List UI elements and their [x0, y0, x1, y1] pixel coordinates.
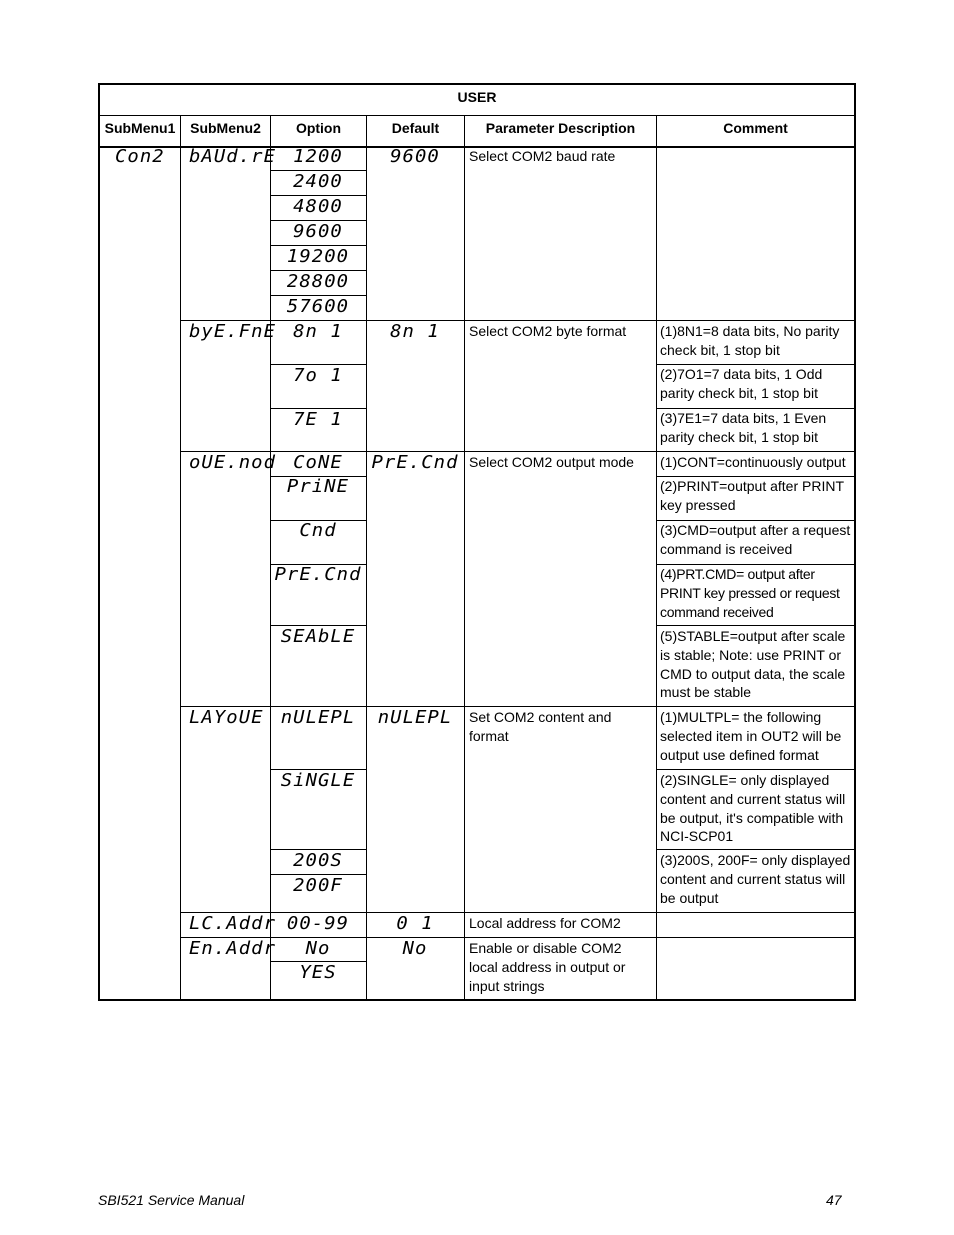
default-value: PrE.Cnd	[371, 452, 459, 473]
option-value: No	[305, 938, 331, 959]
submenu2-local-address: LC.Addr	[189, 913, 277, 934]
option-value: 7E 1	[293, 409, 343, 430]
comment-text: (2)7O1=7 data bits, 1 Odd parity check bit, 1 stop bit	[660, 366, 823, 401]
comment-text: (3)CMD=output after a request command is received	[660, 522, 851, 557]
parameter-description: Select COM2 output mode	[469, 454, 634, 470]
row-divider	[99, 115, 855, 116]
header-default: Default	[391, 120, 440, 136]
option-value: SEAbLE	[280, 626, 356, 647]
default-value: No	[402, 938, 428, 959]
option-value: 28800	[286, 271, 350, 292]
option-value: 8n 1	[293, 321, 343, 342]
submenu2-baud-rate: bAUd.rE	[189, 146, 277, 167]
option-value: 7o 1	[293, 365, 343, 386]
column-divider	[464, 116, 465, 1000]
submenu2-byte-format: byE.FnE	[189, 321, 277, 342]
option-value: CoNE	[293, 452, 343, 473]
header-option: Option	[295, 120, 342, 136]
comment-divider	[656, 769, 855, 770]
submenu1-com2: Con2	[115, 146, 165, 167]
comment-text: (1)MULTPL= the following selected item in OUT2 will be output use defined format	[660, 709, 842, 763]
option-value: 57600	[286, 296, 350, 317]
comment-divider	[656, 625, 855, 626]
option-value: 4800	[293, 196, 343, 217]
option-value: Cnd	[299, 520, 337, 541]
option-value: YES	[299, 962, 337, 983]
default-value: 0 1	[396, 913, 434, 934]
default-value: 8n 1	[390, 321, 440, 342]
option-value: SiNGLE	[280, 770, 356, 791]
parameter-description: Local address for COM2	[469, 915, 621, 931]
option-value: nULEPL	[280, 707, 356, 728]
parameter-description: Select COM2 byte format	[469, 323, 627, 339]
column-divider	[180, 116, 181, 1000]
option-value: 9600	[293, 221, 343, 242]
table-title: USER	[457, 89, 497, 105]
submenu2-output-mode: oUE.nod	[189, 452, 277, 473]
comment-text: (5)STABLE=output after scale is stable; Note: use PRINT or CMD to output data, the scale must be stable	[660, 628, 846, 701]
header-submenu2: SubMenu2	[190, 120, 261, 136]
option-value: 200F	[293, 875, 343, 896]
comment-text: (2)PRINT=output after PRINT key pressed	[660, 478, 844, 513]
comment-text: (3)7E1=7 data bits, 1 Even parity check bit, 1 stop bit	[660, 410, 827, 445]
comment-text: (1)CONT=continuously output	[660, 454, 846, 470]
parameter-description: Set COM2 content and format	[469, 709, 612, 744]
comment-text: (4)PRT.CMD= output after PRINT key pressed or request command received	[660, 566, 840, 620]
submenu2-layout: LAYoUE	[189, 707, 264, 728]
parameter-description: Select COM2 baud rate	[469, 148, 616, 164]
option-value: 19200	[286, 246, 350, 267]
parameter-description: Enable or disable COM2 local address in output or input strings	[469, 940, 626, 994]
comment-text: (3)200S, 200F= only displayed content and current status will be output	[660, 852, 851, 906]
default-value: nULEPL	[377, 707, 453, 728]
header-parameter-description: Parameter Description	[485, 120, 636, 136]
comment-text: (2)SINGLE= only displayed content and current status will be output, it's compatible with NCI-SCP01	[660, 772, 846, 845]
default-value: 9600	[390, 146, 440, 167]
option-value: 1200	[293, 146, 343, 167]
header-comment: Comment	[723, 120, 788, 136]
column-divider	[656, 116, 657, 1000]
footer-manual-title: SBI521 Service Manual	[98, 1192, 245, 1208]
submenu2-enable-address: En.Addr	[189, 938, 277, 959]
option-value: 2400	[293, 171, 343, 192]
comment-divider	[656, 849, 855, 850]
option-value: 200S	[293, 850, 343, 871]
footer-page-number: 47	[826, 1192, 842, 1208]
option-value: 00-99	[286, 913, 350, 934]
header-submenu1: SubMenu1	[104, 120, 176, 136]
option-value: PrE.Cnd	[274, 564, 362, 585]
option-value: PriNE	[286, 476, 350, 497]
comment-text: (1)8N1=8 data bits, No parity check bit, 1 stop bit	[660, 323, 840, 358]
